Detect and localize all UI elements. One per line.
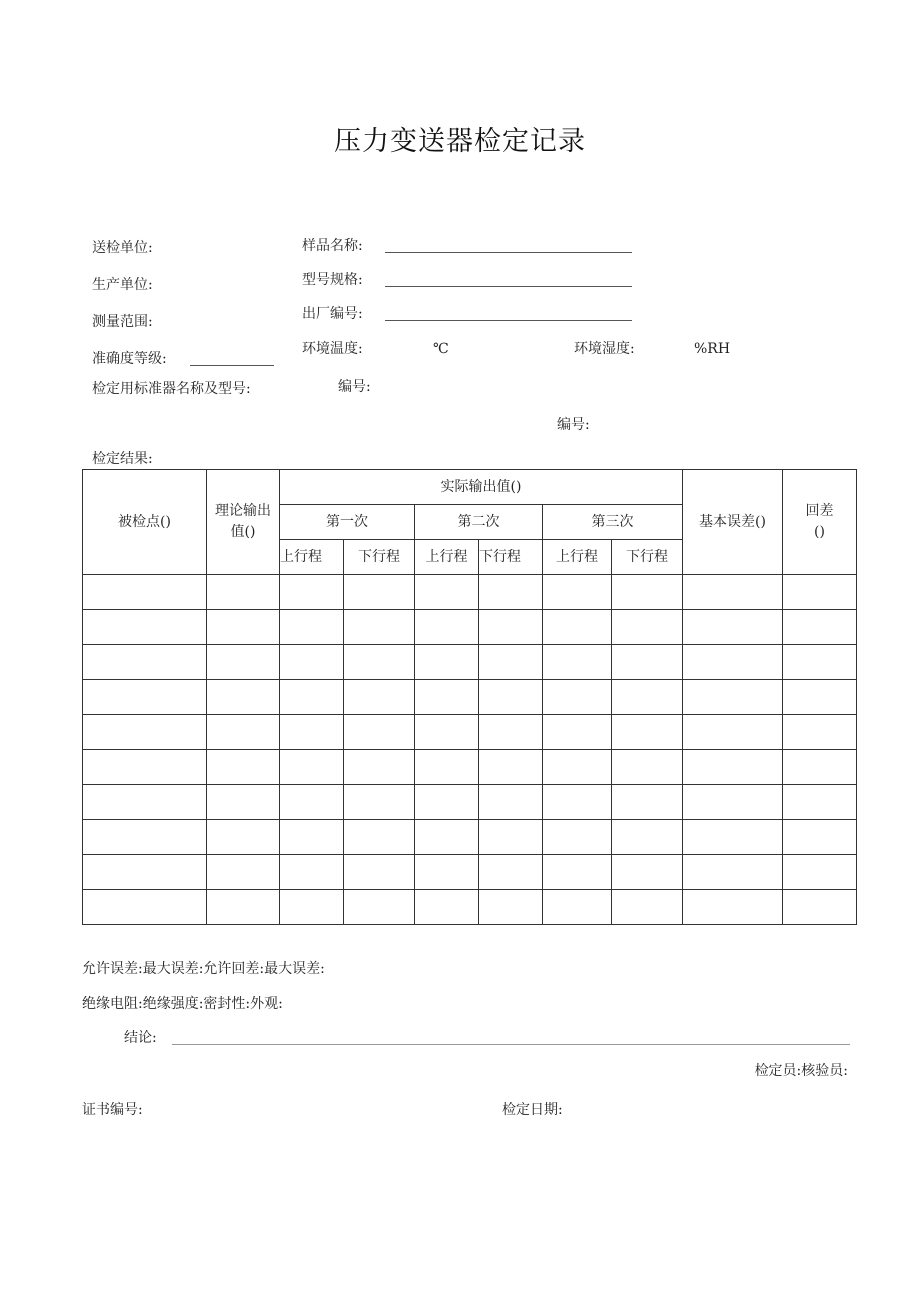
table-body: [83, 575, 857, 925]
table-cell[interactable]: [280, 680, 344, 715]
table-cell[interactable]: [479, 645, 543, 680]
header-down-2: 下行程: [479, 540, 543, 575]
table-cell[interactable]: [683, 785, 783, 820]
table-cell[interactable]: [543, 610, 612, 645]
table-cell[interactable]: [83, 715, 207, 750]
table-cell[interactable]: [207, 820, 280, 855]
table-cell[interactable]: [783, 820, 857, 855]
model-spec-label: 型号规格:: [302, 272, 363, 288]
table-cell[interactable]: [83, 750, 207, 785]
table-cell[interactable]: [783, 645, 857, 680]
measure-range-label: 测量范围:: [92, 314, 153, 330]
header-up-1: 上行程: [280, 540, 344, 575]
std-no-label-2: 编号:: [557, 417, 590, 433]
table-cell[interactable]: [280, 750, 344, 785]
table-row: [83, 785, 857, 820]
table-cell[interactable]: [344, 680, 415, 715]
header-down-3: 下行程: [612, 540, 683, 575]
table-cell[interactable]: [207, 680, 280, 715]
insulation-line: 绝缘电阻:绝缘强度:密封性:外观:: [82, 996, 283, 1012]
table-cell[interactable]: [612, 715, 683, 750]
header-up-3: 上行程: [543, 540, 612, 575]
serial-no-label: 出厂编号:: [302, 306, 363, 322]
table-cell[interactable]: [415, 785, 479, 820]
table-cell[interactable]: [543, 680, 612, 715]
table-cell[interactable]: [83, 610, 207, 645]
table-row: [83, 820, 857, 855]
table-cell[interactable]: [543, 645, 612, 680]
table-cell[interactable]: [280, 610, 344, 645]
table-cell[interactable]: [479, 785, 543, 820]
table-cell[interactable]: [83, 890, 207, 925]
std-no-label-1: 编号:: [338, 379, 371, 395]
header-checkpoint: 被检点(): [83, 470, 207, 575]
table-cell[interactable]: [280, 715, 344, 750]
manufacturer-label: 生产单位:: [92, 277, 153, 293]
table-cell[interactable]: [683, 750, 783, 785]
table-cell[interactable]: [783, 785, 857, 820]
table-cell[interactable]: [543, 785, 612, 820]
table-cell[interactable]: [83, 785, 207, 820]
table-cell[interactable]: [344, 820, 415, 855]
table-cell[interactable]: [83, 645, 207, 680]
table-cell[interactable]: [280, 820, 344, 855]
table-cell[interactable]: [683, 855, 783, 890]
table-cell[interactable]: [683, 575, 783, 610]
header-hysteresis: 回差(): [783, 470, 857, 575]
conclusion-label: 结论:: [124, 1030, 157, 1046]
table-cell[interactable]: [783, 680, 857, 715]
table-cell[interactable]: [479, 575, 543, 610]
table-cell[interactable]: [479, 750, 543, 785]
table-cell[interactable]: [415, 610, 479, 645]
table-cell[interactable]: [415, 680, 479, 715]
table-cell[interactable]: [683, 680, 783, 715]
error-limits-line: 允许误差:最大误差:允许回差:最大误差:: [82, 961, 325, 977]
table-cell[interactable]: [683, 890, 783, 925]
table-cell[interactable]: [280, 785, 344, 820]
table-cell[interactable]: [344, 785, 415, 820]
table-cell[interactable]: [683, 820, 783, 855]
table-row: [83, 890, 857, 925]
table-cell[interactable]: [543, 715, 612, 750]
table-cell[interactable]: [479, 890, 543, 925]
table-cell[interactable]: [83, 680, 207, 715]
table-cell[interactable]: [479, 680, 543, 715]
header-run-2: 第二次: [415, 505, 543, 540]
accuracy-class-label: 准确度等级:: [92, 351, 167, 367]
table-cell[interactable]: [612, 575, 683, 610]
table-cell[interactable]: [280, 575, 344, 610]
temp-unit: ℃: [433, 341, 449, 357]
table-cell[interactable]: [344, 750, 415, 785]
header-actual-output: 实际输出值(): [280, 470, 683, 505]
sample-name-line[interactable]: [385, 252, 632, 253]
header-up-2: 上行程: [415, 540, 479, 575]
table-row: [83, 575, 857, 610]
env-temp-label: 环境温度:: [302, 341, 363, 357]
accuracy-class-line[interactable]: [190, 365, 274, 366]
cert-no-label: 证书编号:: [82, 1102, 143, 1118]
table-cell[interactable]: [344, 890, 415, 925]
table-cell[interactable]: [344, 855, 415, 890]
conclusion-line[interactable]: [172, 1044, 850, 1045]
table-cell[interactable]: [415, 820, 479, 855]
table-cell[interactable]: [344, 575, 415, 610]
header-theory-output: 理论输出值(): [207, 470, 280, 575]
table-cell[interactable]: [783, 575, 857, 610]
table-cell[interactable]: [415, 750, 479, 785]
table-cell[interactable]: [207, 890, 280, 925]
table-row: [83, 680, 857, 715]
header-basic-error: 基本误差(): [683, 470, 783, 575]
table-row: [83, 610, 857, 645]
table-cell[interactable]: [207, 715, 280, 750]
table-cell[interactable]: [612, 855, 683, 890]
table-cell[interactable]: [612, 610, 683, 645]
table-cell[interactable]: [415, 890, 479, 925]
table-cell[interactable]: [683, 645, 783, 680]
calibration-table: [82, 469, 857, 925]
table-cell[interactable]: [415, 855, 479, 890]
table-row: [83, 750, 857, 785]
table-cell[interactable]: [83, 855, 207, 890]
table-cell[interactable]: [543, 890, 612, 925]
table-cell[interactable]: [207, 610, 280, 645]
table-cell[interactable]: [207, 750, 280, 785]
table-cell[interactable]: [207, 785, 280, 820]
table-cell[interactable]: [479, 855, 543, 890]
table-cell[interactable]: [543, 820, 612, 855]
env-humidity-label: 环境湿度:: [574, 341, 635, 357]
header-down-1: 下行程: [344, 540, 415, 575]
submitting-unit-label: 送检单位:: [92, 240, 153, 256]
table-cell[interactable]: [783, 855, 857, 890]
table-cell[interactable]: [543, 855, 612, 890]
check-date-label: 检定日期:: [502, 1102, 563, 1118]
table-cell[interactable]: [344, 645, 415, 680]
model-spec-line[interactable]: [385, 286, 632, 287]
table-cell[interactable]: [543, 750, 612, 785]
table-cell[interactable]: [783, 715, 857, 750]
signers-line: 检定员:核验员:: [754, 1063, 848, 1079]
table-cell[interactable]: [783, 890, 857, 925]
table-cell[interactable]: [783, 610, 857, 645]
table-cell[interactable]: [479, 820, 543, 855]
table-cell[interactable]: [479, 715, 543, 750]
humidity-unit: %RH: [694, 341, 731, 357]
table-cell[interactable]: [207, 645, 280, 680]
table-cell[interactable]: [280, 645, 344, 680]
result-label: 检定结果:: [92, 451, 153, 467]
table-cell[interactable]: [612, 645, 683, 680]
table-cell[interactable]: [783, 750, 857, 785]
table-cell[interactable]: [543, 575, 612, 610]
table-cell[interactable]: [415, 575, 479, 610]
table-cell[interactable]: [344, 610, 415, 645]
table-cell[interactable]: [612, 820, 683, 855]
table-cell[interactable]: [683, 715, 783, 750]
table-cell[interactable]: [83, 820, 207, 855]
header-run-3: 第三次: [543, 505, 683, 540]
table-cell[interactable]: [612, 890, 683, 925]
table-row: [83, 645, 857, 680]
table-cell[interactable]: [612, 785, 683, 820]
table-row: [83, 715, 857, 750]
sample-name-label: 样品名称:: [302, 238, 363, 254]
table-cell[interactable]: [280, 855, 344, 890]
table-cell[interactable]: [207, 575, 280, 610]
standard-name-label: 检定用标准器名称及型号:: [92, 381, 251, 397]
table-cell[interactable]: [683, 610, 783, 645]
table-cell[interactable]: [83, 575, 207, 610]
table-cell[interactable]: [415, 715, 479, 750]
page-title: 压力变送器检定记录: [334, 126, 586, 157]
table-cell[interactable]: [612, 750, 683, 785]
table-cell[interactable]: [415, 645, 479, 680]
table-cell[interactable]: [612, 680, 683, 715]
header-run-1: 第一次: [280, 505, 415, 540]
table-cell[interactable]: [479, 610, 543, 645]
table-cell[interactable]: [207, 855, 280, 890]
table-cell[interactable]: [280, 890, 344, 925]
serial-no-line[interactable]: [385, 320, 632, 321]
table-cell[interactable]: [344, 715, 415, 750]
table-row: [83, 855, 857, 890]
